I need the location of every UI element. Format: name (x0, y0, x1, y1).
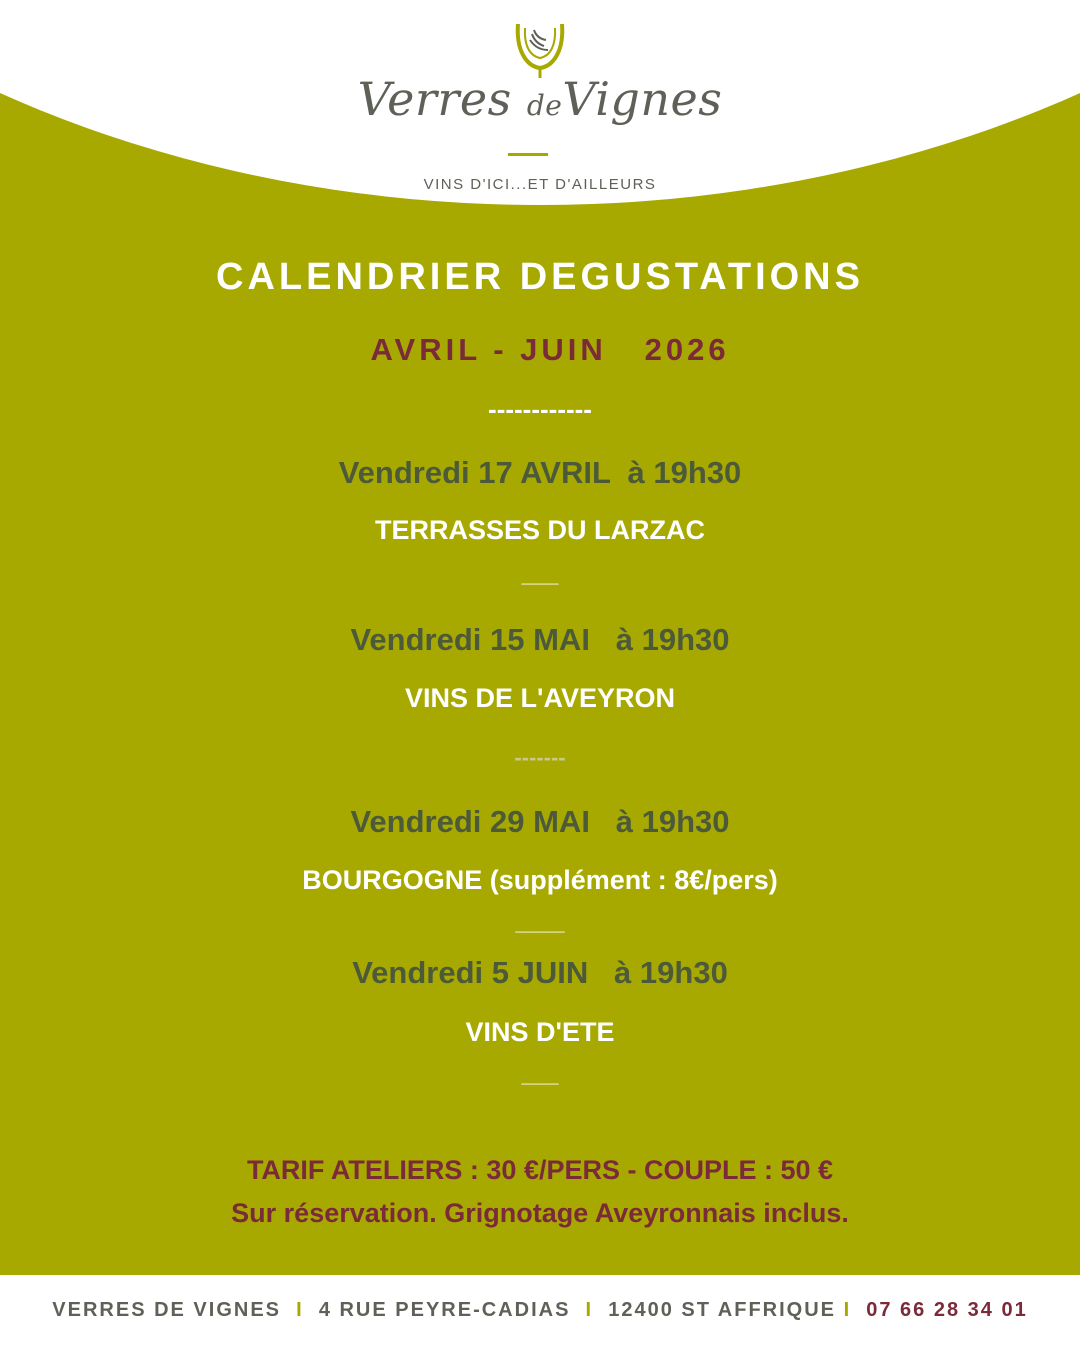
event-date-3: Vendredi 29 MAI à 19h30 (350, 804, 730, 839)
footer-address: 4 RUE PEYRE-CADIAS (318, 1299, 571, 1321)
event-date-4: Vendredi 5 JUIN à 19h30 (352, 955, 728, 990)
footer-divider: I (843, 1299, 852, 1321)
event-theme-4: VINS D'ETE (465, 1017, 615, 1047)
footer-phone[interactable]: 07 66 28 34 01 (866, 1299, 1028, 1321)
event-date-2: Vendredi 15 MAI à 19h30 (350, 622, 730, 657)
separator-top: ------------ (488, 394, 592, 424)
footer-divider: I (585, 1299, 594, 1321)
logo-underline (508, 153, 548, 156)
brand-main: Verres (357, 72, 527, 126)
separator-4: ___ (521, 1062, 559, 1087)
logo (0, 20, 1080, 80)
footer-city: 12400 ST AFFRIQUE (608, 1299, 836, 1321)
footer-divider: I (296, 1299, 304, 1321)
brand-wordmark (0, 72, 1080, 126)
event-theme-2: VINS DE L'AVEYRON (405, 683, 675, 713)
footer (0, 1275, 1080, 1350)
event-date-1: Vendredi 17 AVRIL à 19h30 (338, 455, 742, 490)
tarif-line-2: Sur réservation. Grignotage Aveyronnais inclus. (231, 1198, 849, 1228)
wine-glass-icon (510, 20, 570, 80)
separator-2: ------- (514, 745, 566, 770)
event-theme-1: TERRASSES DU LARZAC (374, 515, 705, 545)
event-theme-3: BOURGOGNE (supplément : 8€/pers) (302, 865, 778, 895)
brand-end: Vignes (562, 72, 723, 126)
brand-small: de (526, 89, 563, 122)
period: AVRIL - JUIN 2026 (370, 332, 730, 367)
page-title: CALENDRIER DEGUSTATIONS (216, 256, 864, 298)
tarif-line-1: TARIF ATELIERS : 30 €/PERS - COUPLE : 50 € (246, 1155, 834, 1185)
footer-contact (0, 1299, 1080, 1322)
footer-name: VERRES DE VIGNES (52, 1299, 281, 1321)
separator-1: ___ (521, 562, 559, 587)
separator-3: ____ (515, 910, 565, 935)
tagline: VINS D'ICI...ET D'AILLEURS (423, 176, 657, 193)
